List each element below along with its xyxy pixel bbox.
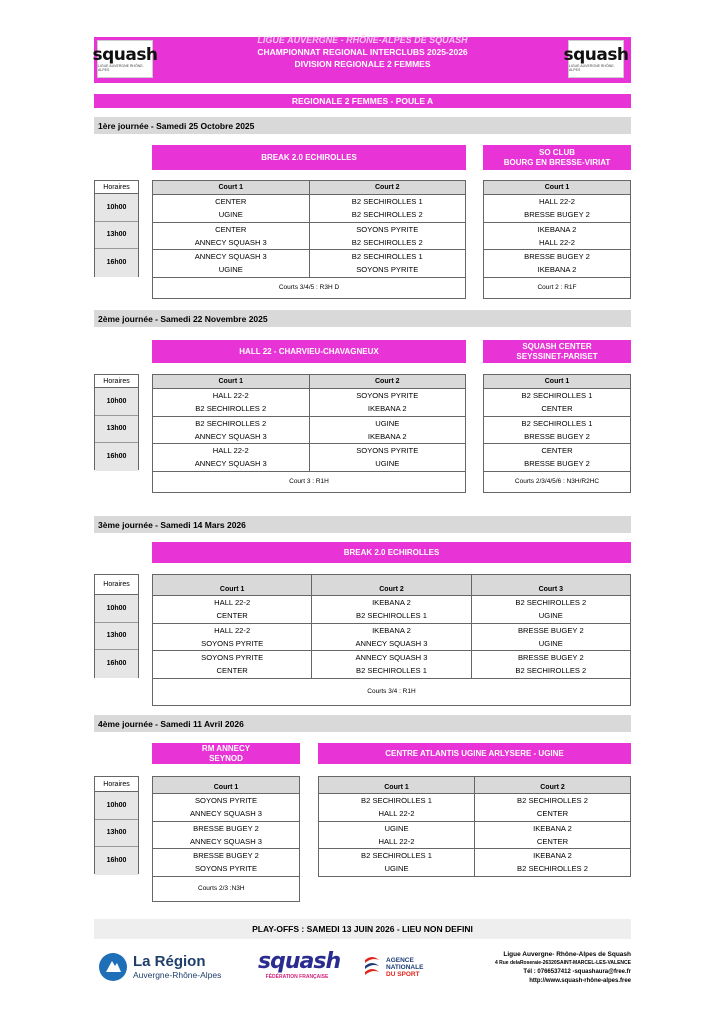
time-slot: 13h00 <box>95 222 138 250</box>
cell: CENTER <box>475 835 631 849</box>
table-row <box>153 195 466 209</box>
cell: CENTER <box>475 807 631 821</box>
table-row <box>153 609 631 623</box>
cell: HALL 22-2 <box>153 623 312 637</box>
ligue-contact <box>455 950 631 986</box>
round-4-table-b <box>318 776 631 877</box>
time-slot: 16h00 <box>95 249 138 277</box>
round-3-horaires <box>94 574 139 678</box>
table-row <box>484 250 631 264</box>
cell: IKEBANA 2 <box>312 623 471 637</box>
cell: CENTER <box>484 444 631 458</box>
cell: UGINE <box>309 457 466 471</box>
table-row <box>319 807 631 821</box>
cell: HALL 22-2 <box>319 835 475 849</box>
time-slot: 16h00 <box>95 443 138 471</box>
table-row <box>153 236 466 250</box>
cell: SOYONS PYRITE <box>153 794 300 808</box>
ligue-address: 4 Rue delaRoseraie-26320SAINT-MARCEL-LES-VALENCE <box>494 960 631 966</box>
cell: B2 SECHIROLLES 1 <box>312 664 471 678</box>
poule-title: REGIONALE 2 FEMMES - POULE A <box>94 94 631 108</box>
round-4-horaires <box>94 776 139 874</box>
cell: HALL 22-2 <box>153 444 310 458</box>
column-header: Court 2 <box>309 375 466 389</box>
venue-label: SEYNOD <box>209 753 243 763</box>
ans-line-2: NATIONALE <box>386 963 424 971</box>
round-1-horaires <box>94 180 139 277</box>
cell: IKEBANA 2 <box>484 222 631 236</box>
logo-word: squash <box>92 44 158 65</box>
playoffs-banner: PLAY-OFFS : SAMEDI 13 JUIN 2026 - LIEU NON DEFINI <box>94 919 631 939</box>
venue-label: RM ANNECY <box>201 743 251 753</box>
round-2-title: 2ème journée - Samedi 22 Novembre 2025 <box>94 310 631 327</box>
region-mark-icon <box>98 952 128 982</box>
cell: B2 SECHIROLLES 1 <box>484 389 631 403</box>
table-row <box>153 651 631 665</box>
column-header: Court 2 <box>475 777 631 794</box>
cell: B2 SECHIROLLES 2 <box>309 236 466 250</box>
cell: ANNECY SQUASH 3 <box>153 430 310 444</box>
cell: HALL 22-2 <box>153 389 310 403</box>
round-4-venue-a <box>152 743 300 764</box>
venue-label: BOURG EN BRESSE-VIRIAT <box>503 157 611 167</box>
table-row <box>153 430 466 444</box>
table-row <box>484 389 631 403</box>
column-header: Court 2 <box>312 575 471 596</box>
time-slot: 13h00 <box>95 416 138 444</box>
cell: BRESSE BUGEY 2 <box>484 208 631 222</box>
venue-label: SO CLUB <box>539 147 575 157</box>
table-row <box>484 236 631 250</box>
ffs-sub: FÉDÉRATION FRANÇAISE <box>265 974 329 980</box>
cell: HALL 22-2 <box>484 195 631 209</box>
cell: BRESSE BUGEY 2 <box>484 430 631 444</box>
cell: B2 SECHIROLLES 2 <box>309 208 466 222</box>
cell: B2 SECHIROLLES 2 <box>153 402 310 416</box>
header-line-1: LIGUE AUVERGNE - RHÔNE-ALPES DE SQUASH <box>257 35 468 45</box>
time-slot: 10h00 <box>95 388 138 416</box>
logo-sub: LIGUE AUVERGNE RHÔNE-ALPES <box>569 63 615 72</box>
cell: BRESSE BUGEY 2 <box>471 623 630 637</box>
cell: B2 SECHIROLLES 1 <box>319 849 475 863</box>
cell: UGINE <box>153 263 310 277</box>
cell: CENTER <box>153 664 312 678</box>
ans-line-1: AGENCE <box>386 956 414 964</box>
venue-label: SEYSSINET-PARISET <box>516 351 598 361</box>
cell: UGINE <box>471 609 630 623</box>
table-row <box>153 208 466 222</box>
cell: ANNECY SQUASH 3 <box>153 236 310 250</box>
table-row <box>319 849 631 863</box>
cell: ANNECY SQUASH 3 <box>312 637 471 651</box>
ffs-logo <box>258 949 341 984</box>
table-row <box>484 416 631 430</box>
cell: B2 SECHIROLLES 1 <box>312 609 471 623</box>
cell: SOYONS PYRITE <box>309 222 466 236</box>
cell: CENTER <box>153 609 312 623</box>
table-row <box>153 263 466 277</box>
table-row <box>153 835 300 849</box>
cell: SOYONS PYRITE <box>309 263 466 277</box>
column-header: Court 2 <box>309 181 466 195</box>
cell: IKEBANA 2 <box>312 596 471 610</box>
cell: CENTER <box>153 222 310 236</box>
table-row <box>484 402 631 416</box>
cell: B2 SECHIROLLES 1 <box>319 794 475 808</box>
ans-line-3: DU SPORT <box>386 970 420 978</box>
cell: SOYONS PYRITE <box>153 651 312 665</box>
cell: B2 SECHIROLLES 1 <box>309 195 466 209</box>
ligue-website[interactable]: http://www.squash-rhône-alpes.free <box>529 978 631 984</box>
cell: UGINE <box>319 862 475 876</box>
cell: UGINE <box>471 637 630 651</box>
cell: ANNECY SQUASH 3 <box>153 807 300 821</box>
table-row <box>153 250 466 264</box>
table-row <box>484 222 631 236</box>
cell: BRESSE BUGEY 2 <box>484 250 631 264</box>
region-main: La Région <box>133 953 206 970</box>
league-logo-left <box>92 40 158 78</box>
table-row <box>153 849 300 863</box>
cell: B2 SECHIROLLES 2 <box>153 416 310 430</box>
courts-note: Courts 3/4 : R1H <box>153 678 631 705</box>
table-row <box>153 807 300 821</box>
table-row <box>153 457 466 471</box>
region-sub: Auvergne-Rhône-Alpes <box>133 970 222 980</box>
time-slot: 16h00 <box>95 847 138 875</box>
table-row <box>153 444 466 458</box>
column-header: Court 1 <box>484 375 631 389</box>
table-row <box>153 862 300 876</box>
cell: HALL 22-2 <box>484 236 631 250</box>
round-4-venue-b <box>318 743 631 764</box>
round-2-venue-b <box>483 340 631 363</box>
ans-logo <box>361 952 441 982</box>
horaires-header: Horaires <box>95 375 138 388</box>
round-4-table-a <box>152 776 300 902</box>
round-1-table-b <box>483 180 631 299</box>
round-2-table-b <box>483 374 631 493</box>
round-1-table-a <box>152 180 466 299</box>
round-4-title: 4ème journée - Samedi 11 Avril 2026 <box>94 715 631 732</box>
table-row <box>484 263 631 277</box>
cell: HALL 22-2 <box>153 596 312 610</box>
table-row <box>319 835 631 849</box>
cell: UGINE <box>309 416 466 430</box>
column-header: Court 1 <box>153 181 310 195</box>
time-slot: 10h00 <box>95 792 138 820</box>
cell: B2 SECHIROLLES 1 <box>309 250 466 264</box>
header-banner <box>94 37 631 83</box>
round-1-title: 1ère journée - Samedi 25 Octobre 2025 <box>94 117 631 134</box>
cell: CENTER <box>484 402 631 416</box>
table-row <box>484 195 631 209</box>
time-slot: 13h00 <box>95 623 138 651</box>
cell: HALL 22-2 <box>319 807 475 821</box>
cell: BRESSE BUGEY 2 <box>484 457 631 471</box>
column-header: Court 1 <box>153 375 310 389</box>
column-header: Court 1 <box>153 575 312 596</box>
venue-label: BREAK 2.0 ECHIROLLES <box>343 547 440 557</box>
horaires-header: Horaires <box>95 575 138 595</box>
cell: BRESSE BUGEY 2 <box>153 821 300 835</box>
cell: IKEBANA 2 <box>309 402 466 416</box>
column-header: Court 3 <box>471 575 630 596</box>
round-1-venue-b <box>483 145 631 170</box>
cell: IKEBANA 2 <box>475 849 631 863</box>
column-header: Court 1 <box>484 181 631 195</box>
table-row <box>153 416 466 430</box>
ligue-name: Ligue Auvergne- Rhône-Alpes de Squash <box>503 951 631 958</box>
logo-sub: LIGUE AUVERGNE RHÔNE-ALPES <box>98 63 144 72</box>
table-row <box>153 222 466 236</box>
table-row <box>484 444 631 458</box>
region-logo <box>98 950 223 984</box>
column-header: Court 1 <box>153 777 300 794</box>
round-3-table <box>152 574 631 706</box>
time-slot: 16h00 <box>95 650 138 678</box>
table-row <box>319 821 631 835</box>
horaires-header: Horaires <box>95 181 138 194</box>
cell: B2 SECHIROLLES 2 <box>475 862 631 876</box>
time-slot: 10h00 <box>95 194 138 222</box>
table-row <box>484 430 631 444</box>
table-row <box>319 794 631 808</box>
cell: IKEBANA 2 <box>475 821 631 835</box>
round-2-horaires <box>94 374 139 470</box>
league-logo-right <box>563 40 629 78</box>
column-header: Court 1 <box>319 777 475 794</box>
header-line-3: DIVISION REGIONALE 2 FEMMES <box>294 59 431 69</box>
cell: ANNECY SQUASH 3 <box>153 835 300 849</box>
cell: CENTER <box>153 195 310 209</box>
cell: BRESSE BUGEY 2 <box>153 849 300 863</box>
cell: B2 SECHIROLLES 1 <box>484 416 631 430</box>
table-row <box>153 637 631 651</box>
cell: IKEBANA 2 <box>309 430 466 444</box>
time-slot: 13h00 <box>95 820 138 848</box>
table-row <box>153 389 466 403</box>
table-row <box>153 623 631 637</box>
header-line-2: CHAMPIONNAT REGIONAL INTERCLUBS 2025-2026 <box>257 47 468 57</box>
courts-note: Courts 3/4/5 : R3H D <box>153 277 466 298</box>
courts-note: Court 3 : R1H <box>153 471 466 492</box>
cell: UGINE <box>153 208 310 222</box>
venue-label: SQUASH CENTER <box>522 341 592 351</box>
table-row <box>153 821 300 835</box>
cell: SOYONS PYRITE <box>309 444 466 458</box>
table-row <box>153 596 631 610</box>
table-row <box>153 794 300 808</box>
cell: B2 SECHIROLLES 2 <box>475 794 631 808</box>
table-row <box>484 457 631 471</box>
venue-label: CENTRE ATLANTIS UGINE ARLYSERE - UGINE <box>385 748 564 758</box>
round-1-venue-a <box>152 145 466 170</box>
courts-note: Courts 2/3 :N3H <box>153 876 300 901</box>
ffs-word: squash <box>258 949 341 974</box>
cell: UGINE <box>319 821 475 835</box>
logo-word: squash <box>563 44 629 65</box>
courts-note: Courts 2/3/4/5/6 : N3H/R2HC <box>484 471 631 492</box>
ans-mark-icon <box>361 955 383 979</box>
cell: B2 SECHIROLLES 2 <box>471 596 630 610</box>
table-row <box>153 664 631 678</box>
ligue-phone-email: Tél : 0766537412 -squashaura@free.fr <box>523 969 631 975</box>
horaires-header: Horaires <box>95 777 138 792</box>
cell: SOYONS PYRITE <box>153 862 300 876</box>
cell: ANNECY SQUASH 3 <box>153 250 310 264</box>
time-slot: 10h00 <box>95 595 138 623</box>
table-row <box>319 862 631 876</box>
cell: SOYONS PYRITE <box>153 637 312 651</box>
round-2-table-a <box>152 374 466 493</box>
table-row <box>484 208 631 222</box>
round-2-venue-a <box>152 340 466 363</box>
round-3-venue <box>152 542 631 563</box>
cell: ANNECY SQUASH 3 <box>312 651 471 665</box>
round-3-title: 3ème journée - Samedi 14 Mars 2026 <box>94 516 631 533</box>
cell: BRESSE BUGEY 2 <box>471 651 630 665</box>
cell: B2 SECHIROLLES 2 <box>471 664 630 678</box>
venue-label: BREAK 2.0 ECHIROLLES <box>261 152 357 162</box>
courts-note: Court 2 : R1F <box>484 277 631 298</box>
cell: SOYONS PYRITE <box>309 389 466 403</box>
cell: ANNECY SQUASH 3 <box>153 457 310 471</box>
cell: IKEBANA 2 <box>484 263 631 277</box>
table-row <box>153 402 466 416</box>
venue-label: HALL 22 - CHARVIEU-CHAVAGNEUX <box>239 346 379 356</box>
